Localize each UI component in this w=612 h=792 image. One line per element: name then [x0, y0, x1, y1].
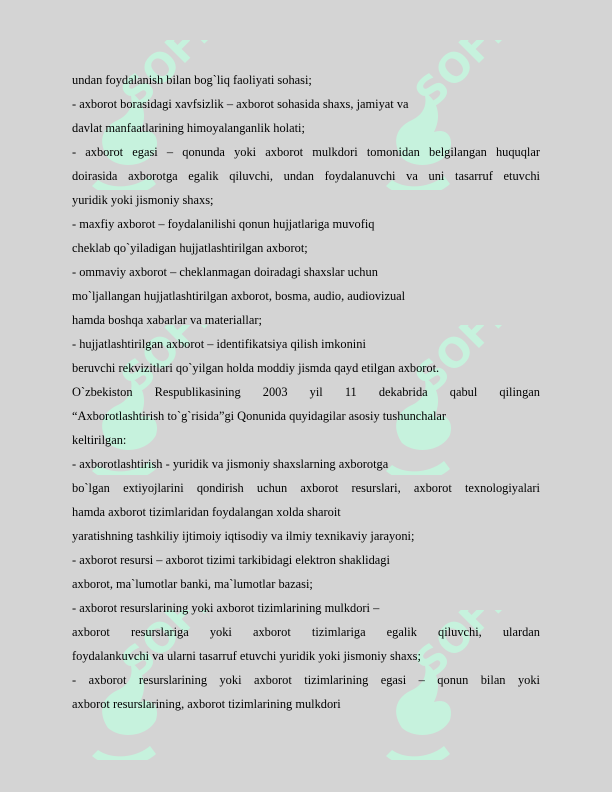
text-line: - maxfiy axborot – foydalanilishi qonun hujjatlariga muvofiq — [72, 217, 375, 231]
text-line: beruvchi rekvizitlari qo`yilgan holda moddiy jismda qayd etilgan axborot. — [72, 361, 440, 375]
text-line: doirasida axborotga egalik qiluvchi, undan foydalanuvchi va uni tasarruf etuvchi — [72, 169, 540, 183]
text-line: yuridik yoki jismoniy shaxs; — [72, 193, 214, 207]
text-line: keltirilgan: — [72, 433, 127, 447]
text-line: - axborot resursi – axborot tizimi tarkibidagi elektron shaklidagi — [72, 553, 390, 567]
text-line: - axborot resurslarining yoki axborot tizimlarining mulkdori – — [72, 601, 380, 615]
text-line: axborot resurslarining, axborot tizimlarining mulkdori — [72, 697, 341, 711]
text-line: axborot, ma`lumotlar banki, ma`lumotlar bazasi; — [72, 577, 313, 591]
text-line: foydalankuvchi va ularni tasarruf etuvchi yuridik yoki jismoniy shaxs; — [72, 649, 421, 663]
text-line: hamda axborot tizimlaridan foydalangan xolda sharoit — [72, 505, 341, 519]
text-line: - axborotlashtirish - yuridik va jismoniy shaxslarning axborotga — [72, 457, 389, 471]
text-line: - axborot resurslarining yoki axborot tizimlarining egasi – qonun bilan yoki — [72, 673, 540, 687]
text-line: O`zbekiston Respublikasining 2003 yil 11 dekabrida qabul qilingan — [72, 385, 540, 399]
text-line: axborot resurslariga yoki axborot tizimlariga egalik qiluvchi, ulardan — [72, 625, 540, 639]
text-line: cheklab qo`yiladigan hujjatlashtirilgan axborot; — [72, 241, 308, 255]
text-line: hamda boshqa xabarlar va materiallar; — [72, 313, 262, 327]
text-line: - hujjatlashtirilgan axborot – identifikatsiya qilish imkonini — [72, 337, 366, 351]
text-line: - ommaviy axborot – cheklanmagan doiradagi shaxslar uchun — [72, 265, 378, 279]
text-line: undan foydalanish bilan bog`liq faoliyati sohasi; — [72, 73, 312, 87]
text-line: “Axborotlashtirish to`g`risida”gi Qonunida quyidagilar asosiy tushunchalar — [72, 409, 447, 423]
text-line: - axborot borasidagi xavfsizlik – axborot sohasida shaxs, jamiyat va — [72, 97, 409, 111]
text-line: bo`lgan extiyojlarini qondirish uchun axborot resurslari, axborot texnologiyalari — [72, 481, 540, 495]
text-line: yaratishning tashkiliy ijtimoiy iqtisodiy va ilmiy texnikaviy jarayoni; — [72, 529, 415, 543]
text-line: mo`ljallangan hujjatlashtirilgan axborot, bosma, audio, audiovizual — [72, 289, 406, 303]
text-line: davlat manfaatlarining himoyalanganlik holati; — [72, 121, 305, 135]
document-body — [72, 68, 540, 716]
text-line: - axborot egasi – qonunda yoki axborot mulkdori tomonidan belgilangan huquqlar — [72, 145, 540, 159]
